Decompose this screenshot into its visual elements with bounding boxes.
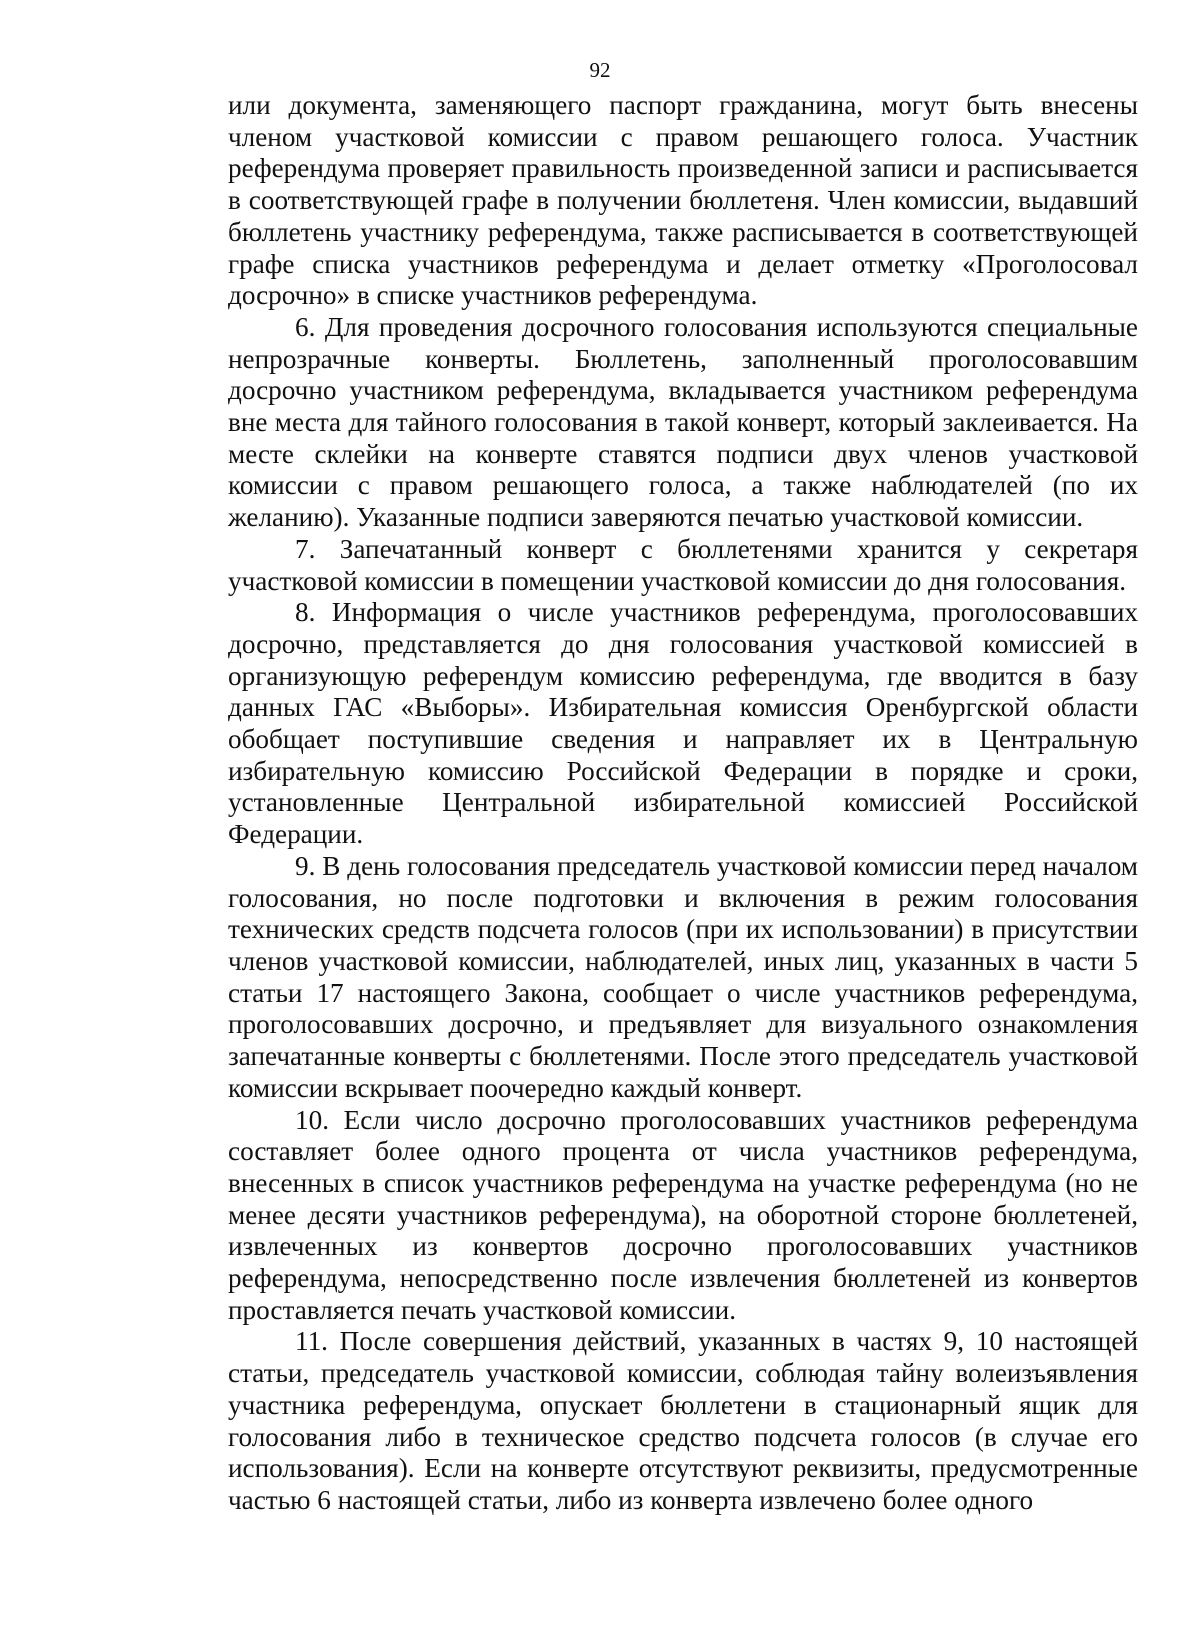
paragraph-continuation: или документа, заменяющего паспорт гражданина, могут быть внесены членом участковой комиссии с правом решающего голоса. Участник референдума проверяет правильность произведенной записи и расписывается в соответствующей графе в получении бюллетеня. Член комиссии, выдавший бюллетень участнику референдума, также расписывается в соответствующей графе списка участников референдума и делает отметку «Проголосовал досрочно» в списке участников референдума. [228, 90, 1138, 311]
paragraph-9: 9. В день голосования председатель участковой комиссии перед началом голосования, но после подготовки и включения в режим голосования технических средств подсчета голосов (при их использовании) в присутствии членов участковой комиссии, наблюдателей, иных лиц, указанных в части 5 статьи 17 настоящего Закона, сообщает о числе участников референдума, проголосовавших досрочно, и предъявляет для визуального ознакомления запечатанные конверты с бюллетенями. После этого председатель участковой комиссии вскрывает поочередно каждый конверт. [228, 850, 1138, 1103]
page-number: 92 [589, 58, 611, 82]
paragraph-10: 10. Если число досрочно проголосовавших участников референдума составляет более одного процента от числа участников референдума, внесенных в список участников референдума на участке референдума (но не менее десяти участников референдума), на оборотной стороне бюллетеней, извлеченных из конвертов досрочно проголосовавших участников референдума, непосредственно после извлечения бюллетеней из конвертов проставляется печать участковой комиссии. [228, 1104, 1138, 1325]
paragraph-6: 6. Для проведения досрочного голосования используются специальные непрозрачные конверты. Бюллетень, заполненный проголосовавшим досрочно участником референдума, вкладывается участником референдума вне места для тайного голосования в такой конверт, который заклеивается. На месте склейки на конверте ставятся подписи двух членов участковой комиссии с правом решающего голоса, а также наблюдателей (по их желанию). Указанные подписи заверяются печатью участковой комиссии. [228, 311, 1138, 533]
paragraph-11: 11. После совершения действий, указанных в частях 9, 10 настоящей статьи, председатель участковой комиссии, соблюдая тайну волеизъявления участника референдума, опускает бюллетени в стационарный ящик для голосования либо в техническое средство подсчета голосов (в случае его использования). Если на конверте отсутствуют реквизиты, предусмотренные частью 6 настоящей статьи, либо из конверта извлечено более одного [228, 1326, 1138, 1515]
document-body [228, 90, 1138, 1517]
paragraph-7: 7. Запечатанный конверт с бюллетенями хранится у секретаря участковой комиссии в помещении участковой комиссии до дня голосования. [228, 533, 1138, 596]
paragraph-8: 8. Информация о числе участников референдума, проголосовавших досрочно, представляется до дня голосования участковой комиссией в организующую референдум комиссию референдума, где вводится в базу данных ГАС «Выборы». Избирательная комиссия Оренбургской области обобщает поступившие сведения и направляет их в Центральную избирательную комиссию Российской Федерации в порядке и сроки, установленные Центральной избирательной комиссией Российской Федерации. [228, 597, 1138, 850]
